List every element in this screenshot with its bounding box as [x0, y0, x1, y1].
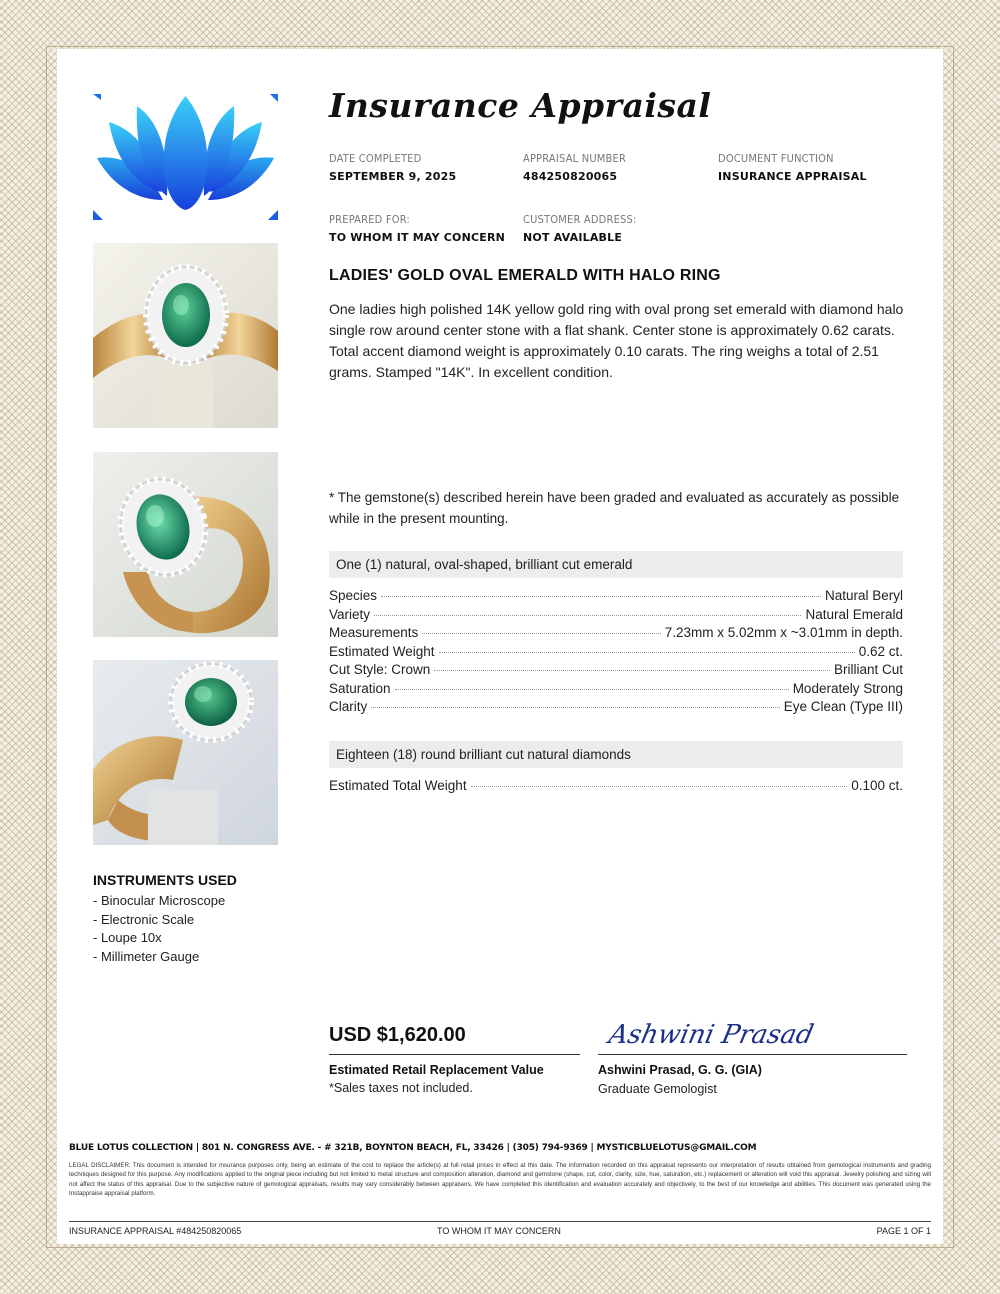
- lotus-logo-icon: [93, 92, 278, 220]
- appraiser-name: Ashwini Prasad, G. G. (GIA): [598, 1063, 762, 1077]
- date-completed-label: DATE COMPLETED: [329, 152, 422, 165]
- dot-leader: [381, 596, 821, 597]
- instruments-heading: INSTRUMENTS USED: [93, 872, 237, 888]
- detail-key: Estimated Total Weight: [329, 778, 467, 793]
- detail-key: Variety: [329, 606, 371, 622]
- item-heading: LADIES' GOLD OVAL EMERALD WITH HALO RING: [329, 267, 721, 284]
- footer-appraisal-id: INSURANCE APPRAISAL #484250820065: [69, 1226, 242, 1236]
- dot-leader: [422, 633, 660, 634]
- detail-row: [329, 681, 903, 700]
- prepared-for-value: TO WHOM IT MAY CONCERN: [329, 231, 506, 244]
- emerald-details: [329, 588, 903, 718]
- appraised-value: USD $1,620.00: [329, 1024, 466, 1046]
- signature-divider: [598, 1054, 907, 1055]
- detail-key: Estimated Weight: [329, 643, 435, 659]
- dot-leader: [371, 707, 779, 708]
- detail-value: Natural Emerald: [805, 606, 903, 622]
- detail-row: [329, 588, 903, 607]
- diamond-details: [329, 778, 903, 797]
- dot-leader: [395, 689, 789, 690]
- appraiser-signature: [606, 1013, 817, 1058]
- item-description: One ladies high polished 14K yellow gold ring with oval prong set emerald with diamond halo single row around center stone with a flat shank. Center stone is approximately 0.62 carats. Total accent diamond weight is approximately 0.10 carats. The ring weighs a total of 2.51 grams. Stamped "14K". In excellent condition.: [329, 301, 904, 380]
- detail-key: Clarity: [329, 699, 368, 714]
- document-function-value: INSURANCE APPRAISAL: [718, 170, 867, 183]
- emerald-section-header: One (1) natural, oval-shaped, brilliant cut emerald: [329, 551, 903, 578]
- instrument-item: - Millimeter Gauge: [93, 949, 200, 965]
- dot-leader: [434, 670, 830, 671]
- detail-row: [329, 644, 903, 663]
- detail-row: [329, 607, 903, 626]
- customer-address-label: CUSTOMER ADDRESS:: [523, 213, 637, 226]
- instrument-item: - Electronic Scale: [93, 911, 195, 927]
- appraisal-number-value: 484250820065: [523, 170, 618, 183]
- customer-address-value: NOT AVAILABLE: [523, 231, 623, 244]
- detail-key: Cut Style: Crown: [329, 662, 431, 677]
- detail-row: [329, 625, 903, 644]
- date-completed-value: SEPTEMBER 9, 2025: [329, 170, 457, 183]
- ring-photo-side: [93, 660, 278, 845]
- detail-row: [329, 699, 903, 718]
- detail-value: Moderately Strong: [792, 680, 903, 696]
- prepared-for-label: PREPARED FOR:: [329, 213, 410, 226]
- dot-leader: [439, 652, 855, 653]
- detail-row: [329, 778, 903, 797]
- ring-photo-front: [93, 243, 278, 428]
- legal-disclaimer: LEGAL DISCLAIMER: This document is intended for insurance purposes only, being an estimate of the cost to replace the article(s) at full retail prices in effect at this date. The information recorded on this appraisal represents our interpretation of results obtained from gemological instruments and grading techniques designed for this purpose. Any modifications applied to the original piece including but not limited to metal structure and composition alteration, diamond and gemstone (shape, cut, color, clarity, size, hue, saturation, etc.) replacement or alteration will void this appraisal. Jewelry polishing and sizing will not affect the status of this appraisal. Due to the subjective nature of gemological appraisals, results may vary considerably between appraisers. We have completed this identification and evaluation accurately and objectively, to the best of our knowledge and abilities. This document was generated using the Instappraise appraisal platform.: [69, 1162, 931, 1198]
- footer-page-number: PAGE 1 OF 1: [876, 1226, 931, 1236]
- dot-leader: [374, 615, 801, 616]
- detail-value: Brilliant Cut: [833, 662, 903, 677]
- diamond-section-header: Eighteen (18) round brilliant cut natural diamonds: [329, 741, 903, 768]
- grading-note: * The gemstone(s) described herein have been graded and evaluated as accurately as possible while in the present mounting.: [329, 490, 900, 526]
- detail-value: 0.62 ct.: [858, 643, 903, 659]
- instruments-list: [93, 892, 225, 967]
- instrument-item: - Loupe 10x: [93, 930, 162, 946]
- dot-leader: [471, 786, 848, 787]
- detail-key: Saturation: [329, 680, 391, 696]
- ring-photo-angle: [93, 452, 278, 637]
- detail-key: Species: [329, 588, 378, 603]
- detail-value: 0.100 ct.: [851, 778, 903, 793]
- appraisal-number-label: APPRAISAL NUMBER: [523, 152, 627, 165]
- footer-divider: [69, 1221, 931, 1222]
- appraiser-title: Graduate Gemologist: [598, 1082, 717, 1096]
- footer-recipient: TO WHOM IT MAY CONCERN: [437, 1226, 561, 1236]
- detail-row: [329, 662, 903, 681]
- document-title: Insurance Appraisal: [329, 86, 712, 125]
- value-divider: [329, 1054, 580, 1055]
- document-function-label: DOCUMENT FUNCTION: [718, 152, 834, 165]
- company-info: BLUE LOTUS COLLECTION | 801 N. CONGRESS AVE. - # 321B, BOYNTON BEACH, FL, 33426 | (305) 794-9369 | MYSTICBLUELOTUS@GMAIL.COM: [69, 1143, 757, 1153]
- detail-value: Natural Beryl: [824, 588, 903, 603]
- instrument-item: - Binocular Microscope: [93, 893, 226, 908]
- detail-key: Measurements: [329, 625, 419, 640]
- signature-text: Ashwini Prasad: [606, 1020, 817, 1050]
- detail-value: 7.23mm x 5.02mm x ~3.01mm in depth.: [664, 625, 903, 640]
- detail-value: Eye Clean (Type III): [783, 699, 903, 714]
- tax-note: *Sales taxes not included.: [329, 1081, 473, 1095]
- value-label: Estimated Retail Replacement Value: [329, 1063, 544, 1077]
